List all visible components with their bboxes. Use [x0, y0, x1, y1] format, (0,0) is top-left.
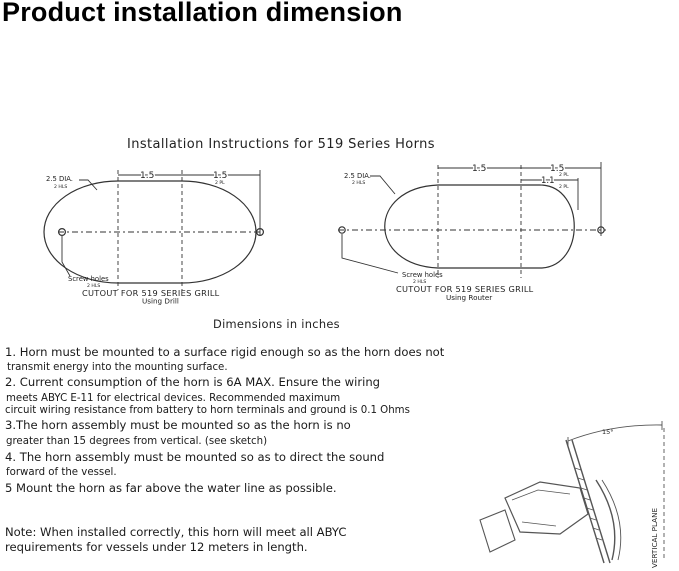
angle-arc: [568, 425, 662, 441]
right-dia-label: 2.5 DIA.: [344, 172, 371, 180]
horn-body-detail: [512, 490, 570, 526]
right-dim-right-b-sub: 2 PL: [559, 185, 569, 190]
vertical-plane-label: VERTICAL PLANE: [650, 507, 659, 568]
mounting-sketch: [480, 421, 664, 563]
dimensions-caption: Dimensions in inches: [213, 317, 340, 331]
note-line: greater than 15 degrees from vertical. (see sketch): [6, 436, 268, 447]
note-line: 2. Current consumption of the horn is 6A MAX. Ensure the wiring: [5, 375, 381, 389]
note-line: 1. Horn must be mounted to a surface rigid enough so as the horn does not: [5, 345, 445, 359]
footnote-line: requirements for vessels under 12 meters in length.: [5, 540, 308, 554]
note-line: circuit wiring resistance from battery to horn terminals and ground is 0.1 Ohms: [5, 405, 410, 416]
mount-plate-hatch: [575, 468, 602, 540]
right-dim-center: 1.5: [472, 164, 487, 174]
right-dim-right-a: 1.5: [550, 164, 565, 174]
right-dim-right-a-sub: 2 PL: [559, 173, 569, 178]
right-dim-right-b: 1.1: [541, 176, 555, 186]
note-line: meets ABYC E-11 for electrical devices. Recommended maximum: [6, 393, 341, 404]
note-line: forward of the vessel.: [6, 467, 117, 478]
mount-plate: [566, 440, 604, 563]
right-screw-leader: [342, 234, 398, 273]
left-dim-right-sub: 2 PL: [215, 181, 225, 186]
note-line: 3.The horn assembly must be mounted so as the horn is no: [5, 418, 351, 432]
right-cutout-label: CUTOUT FOR 519 SERIES GRILL: [396, 284, 534, 294]
page-title: Product installation dimension: [2, 0, 403, 27]
left-dim-center: 1.5: [140, 171, 155, 181]
left-screw-label: Screw holes: [68, 275, 109, 283]
instructions-heading: Installation Instructions for 519 Series Horns: [127, 137, 435, 152]
horn-mount-bracket: [480, 510, 515, 552]
right-dia-sub: 2 HLS: [352, 181, 366, 186]
angle-label: 15°: [602, 428, 614, 436]
left-screw-sub: 2 HLS: [87, 284, 101, 289]
right-screw-sub: 2 HLS: [413, 280, 427, 285]
note-line: transmit energy into the mounting surface.: [7, 362, 228, 373]
left-cutout-drawing: [44, 170, 264, 290]
right-cutout-drawing: [338, 162, 606, 278]
right-dia-leader: [370, 176, 395, 194]
footnote-line: Note: When installed correctly, this horn will meet all ABYC: [5, 525, 347, 539]
horn-body: [505, 482, 588, 534]
right-screw-label: Screw holes: [402, 271, 443, 279]
left-method-label: Using Drill: [142, 296, 179, 306]
left-dia-sub: 2 HLS: [54, 185, 68, 190]
left-dia-label: 2.5 DIA.: [46, 175, 73, 183]
right-grill-outline: [385, 185, 575, 268]
left-dim-right: 1.5: [213, 171, 228, 181]
mount-plate: [572, 440, 610, 563]
note-line: 4. The horn assembly must be mounted so as to direct the sound: [5, 450, 385, 464]
note-line: 5 Mount the horn as far above the water line as possible.: [5, 481, 337, 495]
right-method-label: Using Router: [446, 293, 493, 302]
left-cutout-label: CUTOUT FOR 519 SERIES GRILL: [82, 288, 220, 298]
